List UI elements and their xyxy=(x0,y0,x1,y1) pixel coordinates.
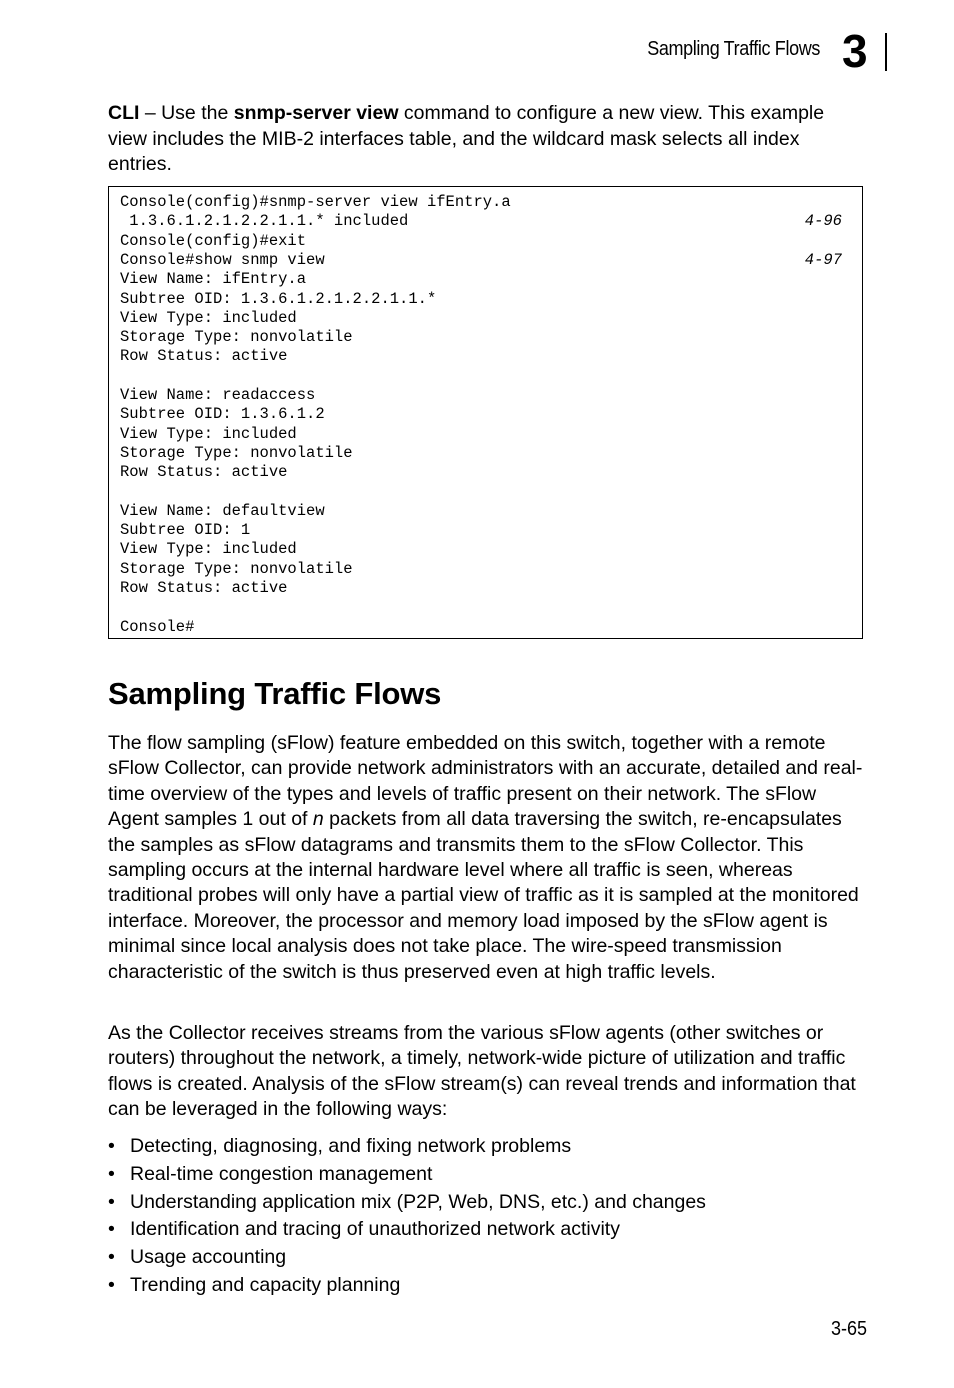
code-line: Subtree OID: 1 xyxy=(120,521,251,540)
code-line: View Type: included xyxy=(120,540,297,559)
code-line: 1.3.6.1.2.1.2.2.1.1.* included 4-96 xyxy=(120,212,842,231)
intro-text-1: – Use the xyxy=(139,102,234,124)
page-number: 3-65 xyxy=(830,1318,867,1340)
bullet-icon: • xyxy=(108,1190,115,1213)
code-line: Row Status: active xyxy=(120,347,288,366)
list-item: • Real-time congestion management xyxy=(108,1161,868,1189)
code-line: View Type: included xyxy=(120,424,297,443)
code-line: Storage Type: nonvolatile xyxy=(120,559,353,578)
variable-n: n xyxy=(312,808,324,831)
code-line: View Type: included xyxy=(120,308,297,327)
list-item: • Understanding application mix (P2P, Web, DNS, etc.) and changes xyxy=(108,1189,868,1217)
code-line: Console#show snmp view 4-97 xyxy=(120,250,842,269)
bullet-icon: • xyxy=(108,1273,115,1296)
bullet-icon: • xyxy=(108,1135,115,1157)
code-line: Subtree OID: 1.3.6.1.2.1.2.2.1.1.* xyxy=(120,289,437,308)
body-paragraph: As the Collector receives streams from the various sFlow agents (other switches or routers) throughout the network, a timely, network-wide picture of utilization and traffic flows is created. Analysis of the sFlow stream(s) can reveal trends and information that can be leveraged in the following ways: xyxy=(108,1022,856,1121)
running-header-title: Sampling Traffic Flows xyxy=(647,38,820,60)
chapter-number: 3 xyxy=(842,25,868,77)
code-line: Row Status: active xyxy=(120,463,288,482)
code-line: Row Status: active xyxy=(120,579,288,597)
code-line: View Name: defaultview xyxy=(120,501,325,520)
code-line: Storage Type: nonvolatile xyxy=(120,443,353,462)
intro-text-2: command to configure a new view. This example view includes the MIB-2 interfaces table, and the wildcard mask selects all index entries. xyxy=(108,102,825,175)
command-reference: 4-97 xyxy=(804,250,842,269)
code-line: Console(config)#snmp-server view ifEntry.a xyxy=(120,193,511,211)
list-item: • Trending and capacity planning xyxy=(108,1272,868,1300)
section-heading: Sampling Traffic Flows xyxy=(108,676,442,711)
code-line: Storage Type: nonvolatile xyxy=(120,328,353,347)
code-line: View Name: readaccess xyxy=(120,386,316,404)
uses-bullet-list xyxy=(108,1133,868,1300)
bullet-icon: • xyxy=(108,1218,115,1241)
code-line: Console(config)#exit xyxy=(120,231,307,250)
command-reference: 4-96 xyxy=(804,212,842,231)
code-line: Subtree OID: 1.3.6.1.2 xyxy=(120,405,325,424)
code-line: View Name: ifEntry.a xyxy=(120,270,307,289)
list-item: • Identification and tracing of unauthorized network activity xyxy=(108,1216,868,1244)
code-example-box xyxy=(108,186,863,639)
bullet-icon: • xyxy=(108,1246,115,1269)
code-line xyxy=(120,598,842,617)
list-item: • Detecting, diagnosing, and fixing network problems xyxy=(108,1133,868,1161)
code-line: Console# xyxy=(120,617,195,636)
list-item: • Usage accounting xyxy=(108,1244,868,1272)
intro-paragraph xyxy=(108,101,868,178)
code-line xyxy=(120,483,842,502)
intro-command: snmp-server view xyxy=(233,102,399,124)
intro-lead: CLI xyxy=(108,102,140,124)
body-paragraph: The flow sampling (sFlow) feature embedded on this switch, together with a remote sFlow Collector, can provide network administrators with an accurate, detailed and real-time overview of the types and levels of traffic present on their network. The sFlow Agent samples 1 out of n packets from all data traversing the switch, re-encapsulates the samples as sFlow datagrams and transmits them to the sFlow Collector. This sampling occurs at the internal hardware level where all traffic is seen, whereas traditional probes will only have a partial view of traffic as it is sampled at the monitored interface. Moreover, the processor and memory load imposed by the sFlow agent is minimal since local analysis does not take place. The wire-speed transmission characteristic of the switch is thus preserved even at high traffic levels. xyxy=(108,732,863,983)
chapter-divider xyxy=(885,33,887,71)
bullet-icon: • xyxy=(108,1162,115,1185)
code-line xyxy=(120,367,842,386)
